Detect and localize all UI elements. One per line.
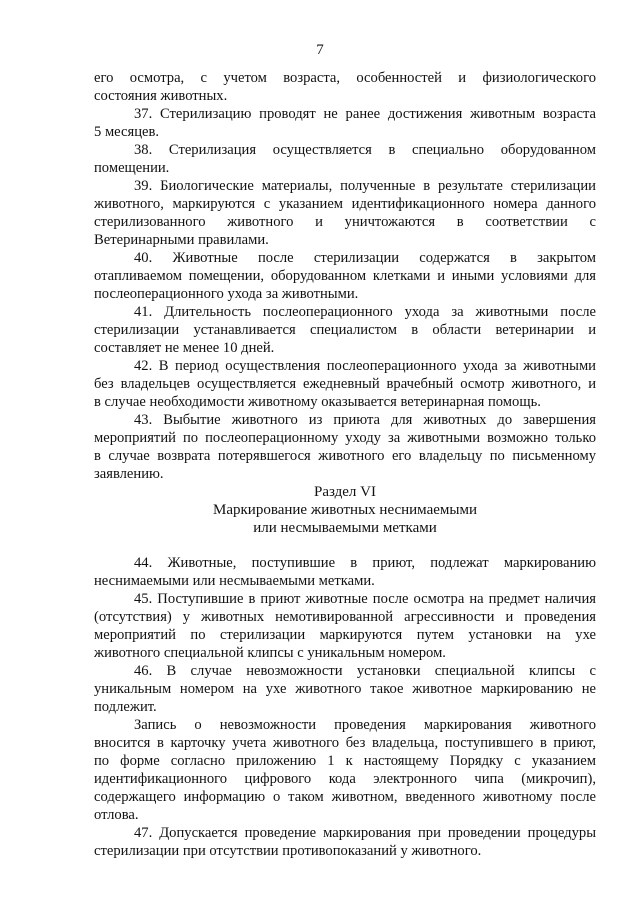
text-line: помещении. — [94, 160, 170, 176]
paragraph — [94, 141, 596, 177]
text-line: Ветеринарными правилами. — [94, 232, 269, 248]
text-line: 43. Выбытие животного из приюта для животных до завершения — [134, 412, 596, 428]
paragraph — [94, 662, 596, 716]
text-line: послеоперационного ухода за животными. — [94, 286, 359, 302]
paragraph-continuation — [94, 69, 596, 105]
text-line: Запись о невозможности проведения маркирования животного — [134, 717, 596, 733]
text-line: отлова. — [94, 807, 139, 823]
text-line: стерилизации при отсутствии противопоказаний у животного. — [94, 843, 482, 859]
text-line: составляет не менее 10 дней. — [94, 340, 275, 356]
section-heading — [94, 483, 596, 537]
text-line: 44. Животные, поступившие в приют, подлежат маркированию — [134, 555, 596, 571]
text-line: 42. В период осуществления послеоперационного ухода за животными — [134, 358, 596, 374]
text-line: 46. В случае невозможности установки специальной клипсы с — [134, 663, 596, 679]
paragraph — [94, 177, 596, 249]
text-line: состояния животных. — [94, 88, 228, 104]
text-line: 37. Стерилизацию проводят не ранее достижения животным возраста — [134, 106, 596, 122]
text-line: подлежит. — [94, 699, 157, 715]
paragraph — [94, 411, 596, 483]
paragraph — [94, 249, 596, 303]
text-line: 45. Поступившие в приют животные после осмотра на предмет наличия — [134, 591, 596, 607]
text-block-before-section — [94, 69, 596, 483]
text-line: 39. Биологические материалы, полученные в результате стерилизации — [134, 178, 596, 194]
text-line: содержащего информацию о таком животном, введенного животному после — [94, 789, 596, 805]
text-line: мероприятий по послеоперационному уходу за животными возможно только — [94, 430, 596, 446]
paragraph — [94, 716, 596, 824]
text-line: неснимаемыми или несмываемыми метками. — [94, 573, 375, 589]
page-number: 7 — [316, 42, 324, 58]
text-line: 47. Допускается проведение маркирования при проведении процедуры — [134, 825, 596, 841]
text-line: животного специальной клипсы с уникальным номером. — [94, 645, 446, 661]
text-line: стерилизации устанавливается специалистом в области ветеринарии и — [94, 322, 596, 338]
paragraph — [94, 303, 596, 357]
text-line: 40. Животные после стерилизации содержатся в закрытом — [134, 250, 596, 266]
paragraph — [94, 105, 596, 141]
text-line: стерилизованного животного и уничтожаются в соответствии с — [94, 214, 596, 230]
text-line: в случае возврата потерявшегося животного его владельцу по письменному — [94, 448, 596, 464]
section-body — [94, 554, 596, 860]
text-line: заявлению. — [94, 466, 164, 482]
paragraph — [94, 554, 596, 590]
text-line: по форме согласно приложению 1 к настоящему Порядку с указанием — [94, 753, 596, 769]
text-line: (отсутствия) у животных немотивированной агрессивности и проведения — [94, 609, 596, 625]
paragraph — [94, 590, 596, 662]
text-line: животного, маркируются с указанием идентификационного номера данного — [94, 196, 596, 212]
text-line: отапливаемом помещении, оборудованном клетками и иными условиями для — [94, 268, 596, 284]
text-line: идентификационного цифрового кода электронного чипа (микрочип), — [94, 771, 596, 787]
text-line: без владельцев осуществляется ежедневный врачебный осмотр животного, и — [94, 376, 596, 392]
text-line: его осмотра, с учетом возраста, особенностей и физиологического — [94, 70, 596, 86]
text-line: уникальным номером на ухе животного такое животное маркированию не — [94, 681, 596, 697]
text-line: вносится в карточку учета животного без владельца, поступившего в приют, — [94, 735, 596, 751]
document-body — [94, 69, 596, 860]
text-line: 38. Стерилизация осуществляется в специально оборудованном — [134, 142, 596, 158]
text-line: 41. Длительность послеоперационного ухода за животными после — [134, 304, 596, 320]
text-line: в случае необходимости животному оказывается ветеринарная помощь. — [94, 394, 541, 410]
paragraph — [94, 357, 596, 411]
text-line: мероприятий по стерилизации маркируются путем установки на ухе — [94, 627, 596, 643]
paragraph — [94, 824, 596, 860]
section-label: Раздел VI — [313, 484, 376, 500]
text-line: 5 месяцев. — [94, 124, 160, 140]
section-title-line: Маркирование животных неснимаемыми — [213, 502, 477, 518]
section-title-line: или несмываемыми метками — [253, 520, 437, 536]
